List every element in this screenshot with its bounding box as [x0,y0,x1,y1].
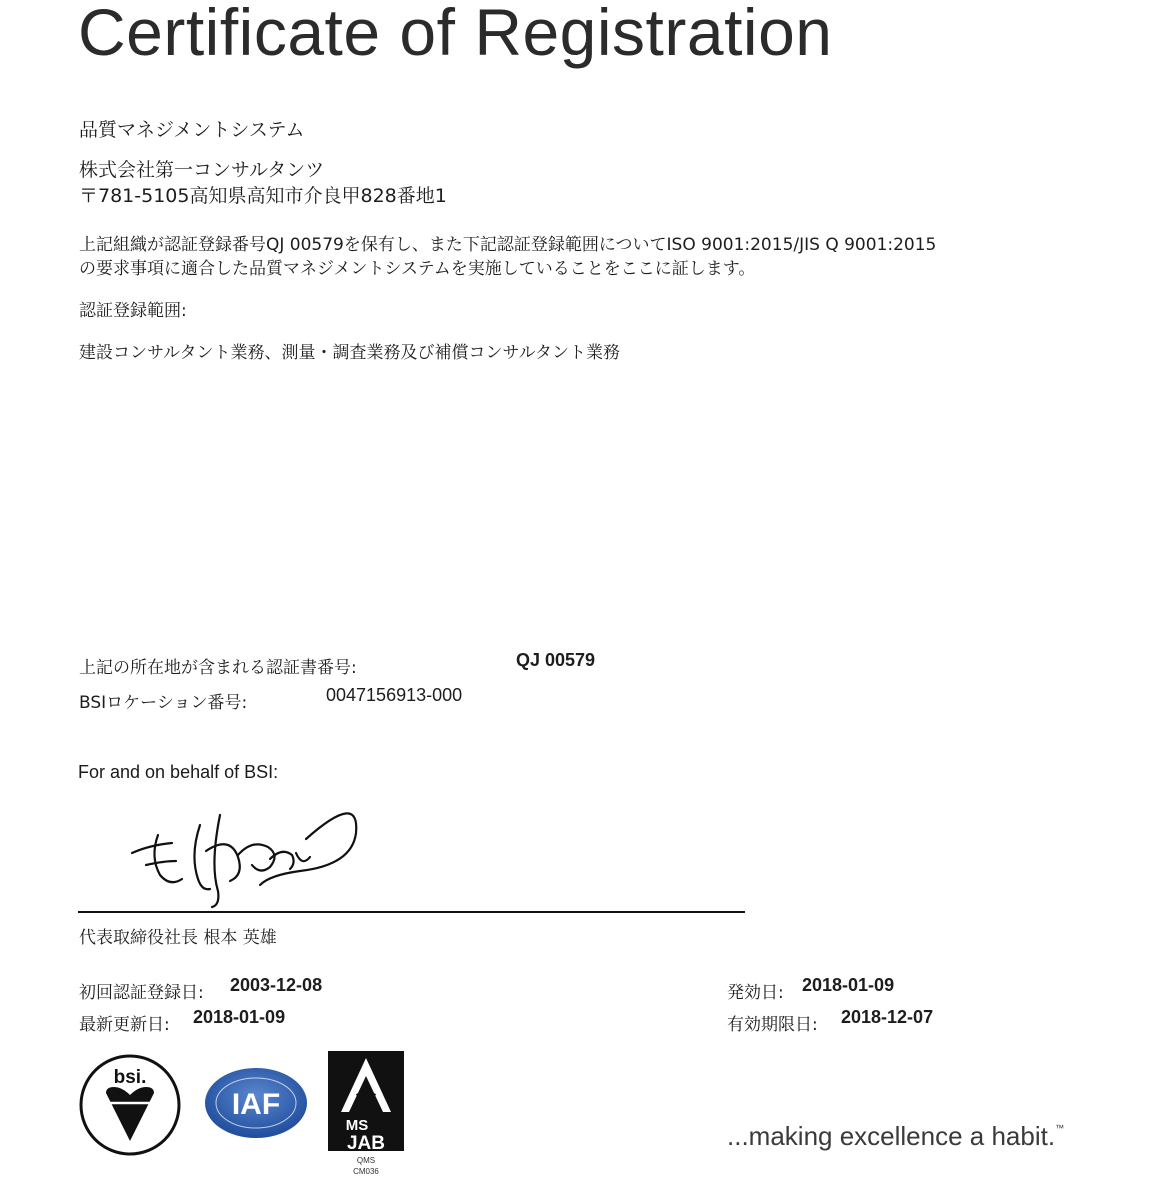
company-name: 株式会社第一コンサルタンツ [79,159,325,181]
signature [120,795,370,910]
jab-ms-text: MS [345,1117,369,1134]
company-address: 〒781-5105高知県高知市介良甲828番地1 [79,185,447,207]
system-name: 品質マネジメントシステム [79,119,305,141]
first-reg-label: 初回認証登録日: [79,983,204,1003]
behalf-text: For and on behalf of BSI: [78,762,279,782]
signatory: 代表取締役社長 根本 英雄 [79,928,277,948]
first-reg-value: 2003-12-08 [230,975,323,995]
expiry-label: 有効期限日: [727,1015,818,1035]
latest-update-value: 2018-01-09 [193,1007,286,1027]
certificate-title: Certificate of Registration [78,0,833,69]
jab-sub-1: QMS [356,1156,376,1165]
tagline-text: ...making excellence a habit. [727,1121,1056,1151]
scope-text: 建設コンサルタント業務、測量・調査業務及び補償コンサルタント業務 [79,343,620,363]
cert-number-label: 上記の所在地が含まれる認証書番号: [79,658,357,678]
statement-line-1: 上記組織が認証登録番号QJ 00579を保有し、また下記認証登録範囲についてISO 9001:2015/JIS Q 9001:2015 [79,235,937,255]
bsi-logo [78,1053,182,1157]
statement-line-2: の要求事項に適合した品質マネジメントシステムを実施していることをここに証します。 [79,259,756,279]
location-label: BSIロケーション番号: [79,693,248,713]
tagline-tm: ™ [1055,1123,1065,1133]
effective-label: 発効日: [727,983,784,1003]
location-number: 0047156913-000 [326,685,463,705]
jab-sub-2: CM036 [353,1167,379,1176]
cert-number: QJ 00579 [516,650,596,670]
jab-logo [327,1050,405,1180]
iaf-logo-text: IAF [231,1088,281,1121]
effective-value: 2018-01-09 [802,975,895,995]
tagline [727,1121,1064,1152]
expiry-value: 2018-12-07 [841,1007,934,1027]
iaf-logo [203,1066,309,1140]
scope-label: 認証登録範囲: [79,301,187,321]
bsi-logo-text: bsi. [113,1067,147,1088]
latest-update-label: 最新更新日: [79,1015,170,1035]
signature-line [78,911,745,913]
jab-text: JAB [346,1133,386,1154]
